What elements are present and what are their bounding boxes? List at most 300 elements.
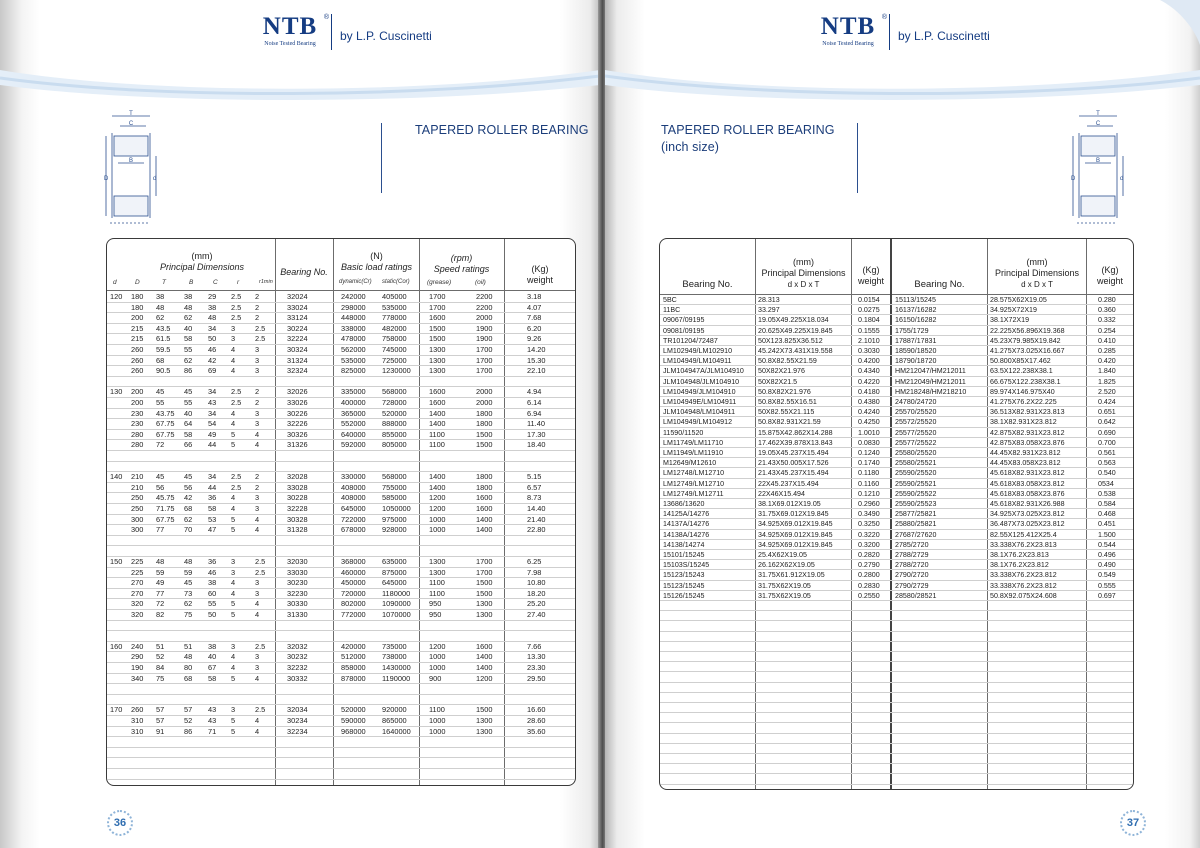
table-row bbox=[660, 356, 1133, 366]
table-cell: 15126/15245 bbox=[663, 591, 705, 600]
table-cell: 45.618X82.931X26.988 bbox=[990, 500, 1065, 508]
table-cell: 68 bbox=[156, 355, 165, 365]
table-cell: 1100 bbox=[429, 440, 445, 450]
table-cell: 48 bbox=[184, 557, 193, 566]
table-cell: 36 bbox=[208, 557, 217, 566]
table-cell: 45 bbox=[156, 472, 165, 482]
table-cell: 160 bbox=[110, 641, 123, 651]
table-cell: 46 bbox=[208, 567, 217, 577]
table-cell: 3 bbox=[255, 663, 260, 672]
table-cell: 34.925X69.012X19.845 bbox=[758, 520, 833, 529]
table-cell: 22X45.237X15.494 bbox=[758, 479, 819, 488]
table-cell: 875000 bbox=[382, 567, 407, 577]
table-cell: 55 bbox=[184, 345, 193, 354]
hdr-mm: (mm) bbox=[191, 251, 213, 261]
table-cell: 89.974X146.975X40 bbox=[990, 387, 1055, 396]
table-cell: 1900 bbox=[476, 323, 493, 333]
table-cell: 0.410 bbox=[1098, 336, 1116, 345]
table-row bbox=[660, 672, 1133, 682]
table-cell: 41.275X73.025X16.667 bbox=[990, 347, 1065, 355]
table-cell: 10.80 bbox=[527, 578, 546, 588]
table-cell: 50 bbox=[208, 334, 217, 344]
table-cell: 338000 bbox=[341, 323, 366, 333]
table-cell: 43.75 bbox=[156, 408, 175, 418]
table-cell: 45.242X73.431X19.558 bbox=[758, 347, 833, 355]
table-cell: 0.4250 bbox=[858, 418, 880, 427]
table-row bbox=[107, 568, 575, 579]
table-cell: 2 bbox=[255, 313, 260, 323]
table-cell: 1000 bbox=[429, 652, 446, 662]
diag-label-outer-d: D bbox=[104, 176, 109, 182]
table-cell: 260 bbox=[131, 355, 144, 365]
table-cell: 1700 bbox=[476, 366, 493, 376]
table-cell: 69 bbox=[208, 366, 217, 376]
table-cell: 4 bbox=[255, 673, 260, 683]
table-cell: 21.40 bbox=[527, 514, 546, 524]
table-row bbox=[660, 509, 1133, 519]
table-cell: HM212047/HM212011 bbox=[895, 367, 966, 376]
table-cell: 0.544 bbox=[1098, 540, 1116, 549]
table-cell: 2.5 bbox=[231, 472, 242, 482]
table-cell: 4 bbox=[231, 504, 236, 513]
table-cell: 38.1X76.2X23.812 bbox=[990, 561, 1049, 570]
table-cell: 1100 bbox=[429, 578, 445, 588]
table-row bbox=[660, 601, 1133, 611]
table-cell: 31326 bbox=[287, 440, 308, 450]
table-row bbox=[660, 377, 1133, 387]
table-cell: 55 bbox=[184, 398, 193, 407]
table-cell: 645000 bbox=[341, 504, 366, 513]
right-page-title bbox=[661, 122, 835, 156]
table-cell: 45.618X83.058X23.876 bbox=[990, 489, 1065, 498]
table-row bbox=[107, 525, 575, 536]
table-cell: 1180000 bbox=[382, 588, 411, 598]
table-cell: 25880/25821 bbox=[895, 520, 937, 529]
table-cell: 210 bbox=[131, 472, 144, 482]
table-cell: 67.75 bbox=[156, 429, 175, 439]
table-cell: 75 bbox=[156, 673, 165, 683]
table-cell: 5 bbox=[231, 673, 236, 683]
table-cell: 320 bbox=[131, 610, 144, 619]
table-cell: 68 bbox=[184, 673, 193, 683]
table-cell: 640000 bbox=[341, 429, 366, 439]
table-row bbox=[660, 499, 1133, 509]
table-cell: 72 bbox=[156, 599, 165, 609]
table-cell: 180 bbox=[131, 292, 144, 301]
table-cell: 2 bbox=[255, 292, 260, 301]
table-cell: 2.520 bbox=[1098, 387, 1116, 396]
table-cell: 19.05X45.237X15.494 bbox=[758, 449, 829, 457]
table-row bbox=[107, 345, 575, 356]
table-cell: 1700 bbox=[476, 567, 493, 577]
table-cell: 778000 bbox=[382, 313, 407, 323]
logo-tagline: Noise Tested Bearing bbox=[822, 41, 874, 47]
table-cell: 1500 bbox=[429, 334, 446, 344]
table-cell: 1700 bbox=[429, 292, 446, 301]
table-cell: 0.496 bbox=[1098, 551, 1116, 559]
table-cell: 56 bbox=[156, 482, 165, 492]
table-cell: JLM104947A/JLM104910 bbox=[663, 367, 744, 376]
sub-dynamic: dynamic(Cr) bbox=[339, 279, 372, 285]
table-cell: 14138/14274 bbox=[663, 540, 705, 549]
table-cell: 46 bbox=[208, 345, 217, 354]
table-cell: LM104949/LM104911 bbox=[663, 357, 732, 366]
table-cell: 755000 bbox=[382, 482, 407, 492]
table-cell: 45.75 bbox=[156, 493, 175, 503]
table-cell: 51 bbox=[184, 641, 193, 651]
table-cell: 31330 bbox=[287, 610, 308, 619]
table-cell: 215 bbox=[131, 334, 144, 344]
table-cell: 25577/25520 bbox=[895, 428, 937, 437]
table-cell: 32226 bbox=[287, 419, 308, 429]
table-cell: 280 bbox=[131, 429, 144, 439]
hdr-speed: Speed ratings bbox=[433, 264, 490, 274]
table-row bbox=[107, 387, 575, 398]
table-cell: 11.40 bbox=[527, 419, 545, 429]
table-cell: 5 bbox=[231, 599, 236, 609]
table-cell: 1800 bbox=[476, 472, 493, 482]
table-row bbox=[660, 417, 1133, 427]
table-row bbox=[660, 489, 1133, 499]
table-cell: 57 bbox=[184, 705, 193, 715]
table-cell: 23.30 bbox=[527, 663, 546, 672]
table-cell: 1.840 bbox=[1098, 367, 1116, 376]
table-cell: 45.23X79.985X19.842 bbox=[990, 336, 1061, 345]
table-cell: 0.3490 bbox=[858, 510, 880, 519]
logo-separator bbox=[331, 14, 332, 50]
table-cell: 1.500 bbox=[1098, 530, 1116, 539]
hdr-principal: Principal Dimensions bbox=[159, 262, 245, 272]
table-cell: 2200 bbox=[476, 292, 493, 301]
sub-d: d bbox=[113, 279, 117, 286]
table-row bbox=[107, 557, 575, 568]
logo-word: NTB bbox=[262, 13, 318, 40]
table-cell: 09067/09195 bbox=[663, 316, 705, 325]
table-cell: 140 bbox=[110, 472, 123, 482]
diag-label-b: B bbox=[1095, 158, 1101, 164]
table-cell: 535000 bbox=[382, 302, 407, 312]
table-cell: 230 bbox=[131, 408, 144, 418]
table-cell: 64 bbox=[184, 419, 193, 429]
table-cell: 33026 bbox=[287, 398, 308, 407]
table-cell: 120 bbox=[110, 292, 123, 301]
table-cell: 1800 bbox=[476, 419, 493, 429]
table-cell: 38 bbox=[208, 302, 217, 312]
page-number-right: 37 bbox=[1120, 810, 1146, 836]
table-cell: 45.618X83.058X23.812 bbox=[990, 479, 1065, 488]
table-cell: 0.0830 bbox=[858, 438, 880, 447]
table-cell: 210 bbox=[131, 482, 144, 492]
hdr-bearing-no: Bearing No. bbox=[280, 267, 328, 277]
table-row bbox=[660, 428, 1133, 438]
table-cell: 45 bbox=[184, 387, 193, 397]
table-cell: 0.285 bbox=[1098, 347, 1116, 355]
table-row bbox=[660, 530, 1133, 540]
table-cell: 62 bbox=[184, 599, 193, 609]
table-cell: 365000 bbox=[341, 408, 366, 418]
table-cell: 1500 bbox=[476, 429, 493, 439]
table-cell: 825000 bbox=[341, 366, 366, 376]
table-cell: 0.563 bbox=[1098, 459, 1116, 468]
table-row bbox=[660, 387, 1133, 397]
table-cell: LM11949/LM11910 bbox=[663, 449, 724, 457]
table-row bbox=[660, 683, 1133, 693]
table-cell: 33028 bbox=[287, 482, 308, 492]
hdr-dxdxt-1: d x D x T bbox=[787, 280, 820, 289]
table-cell: 15113/15245 bbox=[895, 296, 936, 304]
table-cell: 25877/25821 bbox=[895, 510, 937, 519]
table-cell: 4 bbox=[231, 408, 236, 418]
table-cell: 33124 bbox=[287, 313, 308, 323]
table-cell: 3 bbox=[231, 641, 236, 651]
table-cell: 14138A/14276 bbox=[663, 530, 710, 539]
table-row bbox=[660, 621, 1133, 631]
table-row bbox=[107, 536, 575, 547]
table-cell: 420000 bbox=[341, 641, 366, 651]
table-row bbox=[660, 448, 1133, 458]
table-cell: 1700 bbox=[476, 345, 493, 354]
table-cell: 738000 bbox=[382, 652, 407, 662]
table-cell: 44 bbox=[208, 440, 217, 450]
table-cell: 722000 bbox=[341, 514, 366, 524]
table-cell: 82.55X125.412X25.4 bbox=[990, 530, 1057, 539]
table-row bbox=[660, 734, 1133, 744]
table-row bbox=[660, 570, 1133, 580]
table-cell: 63.5X122.238X38.1 bbox=[990, 367, 1053, 376]
page-number-left: 36 bbox=[107, 810, 133, 836]
table-cell: 0.280 bbox=[1098, 296, 1116, 304]
table-cell: 0.3200 bbox=[858, 540, 880, 549]
table-cell: 43 bbox=[208, 716, 217, 725]
table-cell: 260 bbox=[131, 705, 144, 715]
table-cell: 478000 bbox=[341, 334, 366, 344]
table-cell: 44 bbox=[208, 482, 217, 492]
table-cell: LM12749/LM12710 bbox=[663, 479, 725, 488]
table-cell: 1600 bbox=[476, 493, 493, 503]
table-cell: 0.555 bbox=[1098, 581, 1116, 590]
table-cell: 30226 bbox=[287, 408, 308, 418]
ntb-logo bbox=[255, 14, 432, 50]
table-cell: 772000 bbox=[341, 610, 366, 619]
table-row bbox=[660, 723, 1133, 733]
table-cell: 6.94 bbox=[527, 408, 542, 418]
table-cell: 3.18 bbox=[527, 292, 542, 301]
table-cell: 58 bbox=[208, 673, 217, 683]
table-cell: 59.5 bbox=[156, 345, 171, 354]
table-cell: 225 bbox=[131, 557, 144, 566]
table-cell: 6.25 bbox=[527, 557, 542, 566]
table-cell: 878000 bbox=[341, 673, 366, 683]
table-cell: 17887/17831 bbox=[895, 336, 937, 345]
table-cell: 0.490 bbox=[1098, 561, 1116, 570]
table-cell: 270 bbox=[131, 588, 144, 598]
table-cell: 50.8X82.55X16.51 bbox=[758, 398, 817, 406]
table-row bbox=[107, 599, 575, 610]
hdr-mm-2: (mm) bbox=[1026, 257, 1048, 267]
table-cell: 2 bbox=[255, 482, 260, 492]
table-cell: 0.4180 bbox=[858, 387, 880, 396]
table-cell: 32230 bbox=[287, 588, 308, 598]
table-cell: 1100 bbox=[429, 588, 445, 598]
sub-C: C bbox=[213, 279, 218, 286]
table-cell: 38.1X72X19 bbox=[990, 316, 1030, 325]
table-cell: 48 bbox=[184, 652, 193, 662]
table-cell: 900 bbox=[429, 673, 442, 683]
table-cell: 635000 bbox=[382, 557, 407, 566]
table-cell: 678000 bbox=[341, 525, 366, 535]
table-cell: 1200 bbox=[429, 493, 446, 503]
table-cell: 1400 bbox=[476, 514, 493, 524]
table-cell: 67.75 bbox=[156, 419, 175, 429]
table-cell: 49 bbox=[208, 429, 217, 439]
table-cell: 50.8X82X21.976 bbox=[758, 387, 811, 396]
inch-table-header bbox=[660, 239, 1133, 295]
table-cell: 14.20 bbox=[527, 345, 546, 354]
table-row bbox=[107, 356, 575, 367]
table-row bbox=[107, 758, 575, 769]
table-cell: 45 bbox=[184, 472, 193, 482]
table-cell: 460000 bbox=[341, 567, 366, 577]
table-row bbox=[107, 780, 575, 786]
table-cell: 720000 bbox=[341, 588, 366, 598]
table-cell: 2.5 bbox=[255, 705, 266, 715]
table-cell: 1200 bbox=[429, 641, 446, 651]
hdr-weight-1: weight bbox=[857, 276, 884, 286]
table-cell: 0.584 bbox=[1098, 500, 1116, 508]
table-cell: 1.825 bbox=[1098, 377, 1116, 386]
table-cell: 1200 bbox=[476, 673, 493, 683]
table-cell: 0.700 bbox=[1098, 438, 1116, 447]
table-cell: 35.60 bbox=[527, 726, 546, 736]
table-cell: 82 bbox=[156, 610, 165, 619]
table-cell: 57 bbox=[156, 716, 165, 725]
table-cell: 1090000 bbox=[382, 599, 411, 609]
table-cell: 11BC bbox=[663, 306, 681, 315]
table-cell: 55 bbox=[156, 398, 165, 407]
table-cell: 34 bbox=[208, 408, 217, 418]
table-row bbox=[107, 334, 575, 345]
table-cell: 0.642 bbox=[1098, 418, 1116, 427]
table-cell: 4 bbox=[255, 726, 260, 736]
table-cell: 250 bbox=[131, 504, 144, 513]
hdr-weight-2: weight bbox=[1096, 276, 1123, 286]
table-cell: 28.575X62X19.05 bbox=[990, 296, 1047, 304]
table-cell: 33.338X76.2X23.813 bbox=[990, 540, 1057, 549]
table-cell: 330000 bbox=[341, 472, 366, 482]
title-rule-left bbox=[381, 123, 382, 193]
table-cell: 52 bbox=[184, 716, 193, 725]
table-cell: 38 bbox=[208, 578, 217, 588]
table-row bbox=[107, 748, 575, 759]
hdr-bearing-no-1: Bearing No. bbox=[682, 279, 733, 290]
table-cell: 0.332 bbox=[1098, 316, 1116, 325]
table-row bbox=[660, 438, 1133, 448]
table-cell: 54 bbox=[208, 419, 217, 429]
table-cell: 34 bbox=[208, 323, 217, 333]
table-cell: 1600 bbox=[429, 313, 446, 323]
table-cell: 31.75X69.012X19.845 bbox=[758, 510, 829, 519]
table-cell: 1400 bbox=[476, 652, 493, 662]
table-cell: 1300 bbox=[476, 726, 493, 736]
table-cell: 42.875X82.931X23.812 bbox=[990, 428, 1065, 437]
table-cell: 2200 bbox=[476, 302, 493, 312]
table-cell: 190 bbox=[131, 663, 144, 672]
table-cell: 44.45X83.058X23.812 bbox=[990, 459, 1061, 468]
table-cell: 3 bbox=[255, 345, 260, 354]
table-cell: 0.651 bbox=[1098, 408, 1116, 417]
table-cell: 3 bbox=[231, 323, 236, 333]
table-cell: 71.75 bbox=[156, 504, 175, 513]
table-cell: 25580/25520 bbox=[895, 449, 937, 457]
table-row bbox=[107, 727, 575, 738]
table-cell: 6.14 bbox=[527, 398, 542, 407]
table-cell: JLM104948/JLM104910 bbox=[663, 377, 740, 386]
table-cell: 950 bbox=[429, 610, 442, 619]
hdr-kg: (Kg) bbox=[531, 264, 549, 274]
table-cell: 590000 bbox=[341, 716, 366, 725]
table-cell: 75 bbox=[184, 610, 193, 619]
table-cell: 2 bbox=[255, 472, 260, 482]
table-cell: 368000 bbox=[341, 557, 366, 566]
table-cell: 50.8X82.55X21.59 bbox=[758, 357, 817, 366]
logo-reg-mark: ® bbox=[323, 14, 329, 21]
table-cell: 60 bbox=[208, 588, 217, 598]
sub-static: static(Cor) bbox=[382, 279, 410, 285]
table-cell: 4 bbox=[255, 716, 260, 725]
table-row bbox=[107, 705, 575, 716]
table-cell: 300 bbox=[131, 514, 144, 524]
table-cell: 975000 bbox=[382, 514, 407, 524]
table-row bbox=[107, 398, 575, 409]
table-cell: 1300 bbox=[429, 345, 446, 354]
table-row bbox=[660, 305, 1133, 315]
title-rule-right bbox=[857, 123, 858, 193]
table-row bbox=[660, 642, 1133, 652]
table-cell: HM218248/HM218210 bbox=[895, 387, 967, 396]
logo-tagline: Noise Tested Bearing bbox=[264, 41, 316, 47]
hdr-kg-1: (Kg) bbox=[862, 265, 880, 275]
table-cell: 408000 bbox=[341, 493, 366, 503]
table-row bbox=[660, 295, 1133, 305]
sub-grease: (grease) bbox=[427, 279, 452, 286]
table-cell: 0.540 bbox=[1098, 469, 1116, 478]
table-row bbox=[660, 336, 1133, 346]
table-row bbox=[107, 610, 575, 621]
logo-by-line: by L.P. Cuscinetti bbox=[340, 29, 432, 43]
table-cell: 25570/25520 bbox=[895, 408, 937, 417]
table-cell: 1900 bbox=[476, 334, 493, 344]
table-cell: 2.5 bbox=[255, 323, 266, 333]
table-cell: 2790/2720 bbox=[895, 571, 929, 580]
table-cell: 0.4380 bbox=[858, 398, 880, 406]
table-cell: 865000 bbox=[382, 716, 407, 725]
table-cell: 4.94 bbox=[527, 387, 542, 397]
table-cell: 17.462X39.878X13.843 bbox=[758, 438, 833, 447]
table-cell: 2 bbox=[255, 398, 260, 407]
table-cell: 0.468 bbox=[1098, 510, 1116, 519]
table-cell: 25.20 bbox=[527, 599, 546, 609]
table-cell: M12649/M12610 bbox=[663, 459, 717, 468]
table-cell: 0.690 bbox=[1098, 428, 1116, 437]
table-cell: 5 bbox=[231, 440, 236, 450]
table-cell: 62 bbox=[184, 313, 193, 323]
table-row bbox=[660, 397, 1133, 407]
table-row bbox=[660, 346, 1133, 356]
table-cell: 26.162X62X19.05 bbox=[758, 561, 815, 570]
table-row bbox=[107, 483, 575, 494]
hdr-principal-1: Principal Dimensions bbox=[761, 268, 846, 278]
table-cell: 5 bbox=[231, 610, 236, 619]
